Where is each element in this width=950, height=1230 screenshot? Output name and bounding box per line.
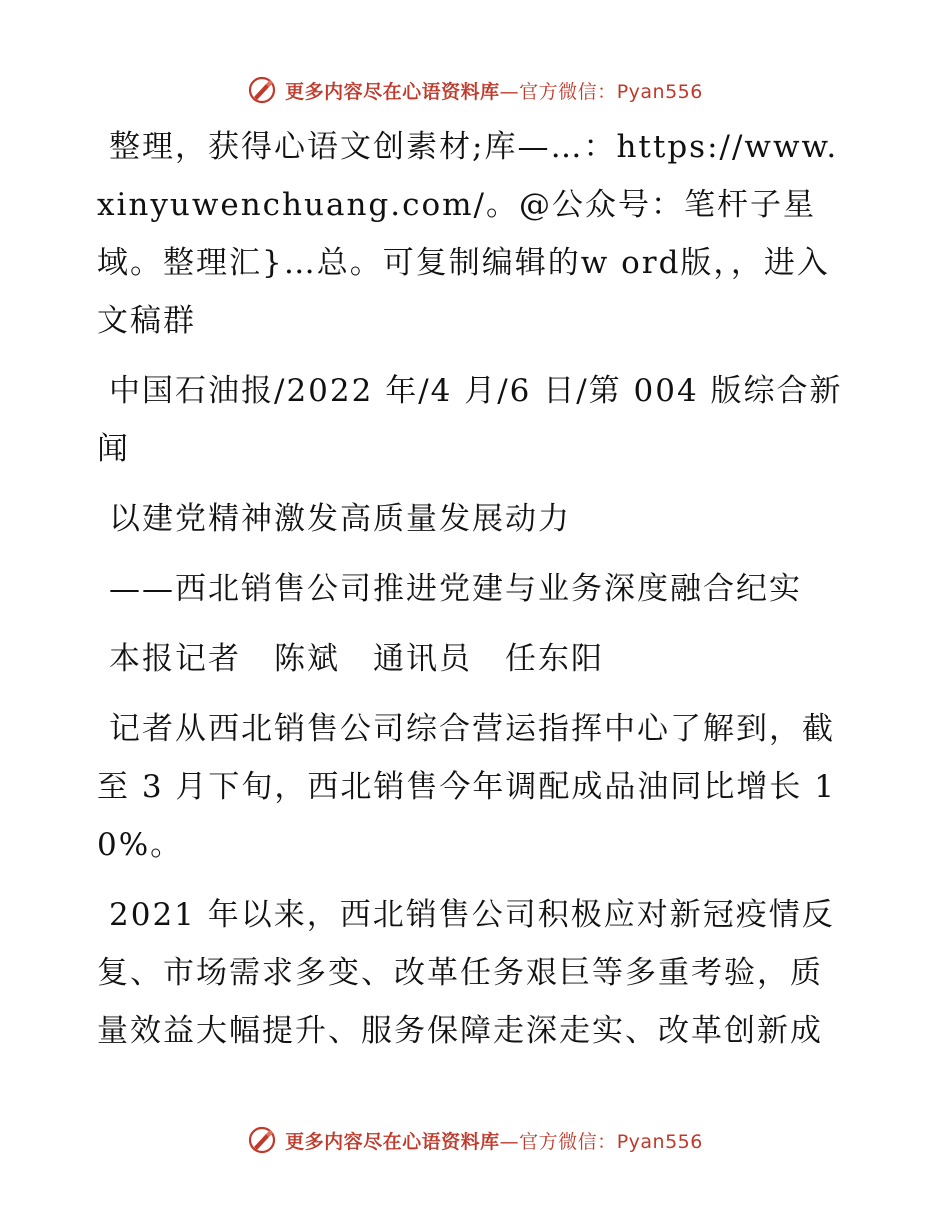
banner-separator: — bbox=[499, 80, 520, 103]
pen-logo-icon bbox=[247, 75, 277, 105]
article-title: 以建党精神激发高质量发展动力 bbox=[109, 501, 571, 537]
body-paragraph-2: 2021 年以来，西北销售公司积极应对新冠疫情反复、市场需求多变、改革任务艰巨等多重考验，质量效益大幅提升、服务保障走深走实、改革创新成 bbox=[97, 897, 835, 1049]
footer-watermark-banner bbox=[0, 1120, 950, 1160]
banner-text bbox=[285, 77, 703, 104]
article-subtitle: ——西北销售公司推进党建与业务深度融合纪实 bbox=[109, 571, 802, 607]
banner-wechat-id: Pyan556 bbox=[616, 80, 703, 103]
banner-main-text: 更多内容尽在心语资料库 bbox=[285, 80, 500, 103]
body-paragraph-1: 记者从西北销售公司综合营运指挥中心了解到，截至 3 月下旬，西北销售今年调配成品油同比增长 10%。 bbox=[97, 711, 837, 863]
banner-wechat-id: Pyan556 bbox=[616, 1130, 703, 1153]
intro-paragraph: 整理，获得心语文创素材;库—…：https://www.xinyuwenchuang.com/。@公众号：笔杆子星域。整理汇}…总。可复制编辑的w ord版，，进入文稿群 bbox=[97, 129, 839, 339]
banner-text bbox=[285, 1127, 703, 1154]
byline: 本报记者 陈斌 通讯员 任东阳 bbox=[109, 641, 604, 677]
header-watermark-banner bbox=[0, 70, 950, 110]
document-body bbox=[97, 118, 849, 1072]
banner-separator: — bbox=[499, 1130, 520, 1153]
banner-wechat-label: 官方微信： bbox=[519, 1130, 617, 1153]
pen-logo-icon bbox=[247, 1125, 277, 1155]
banner-wechat-label: 官方微信： bbox=[519, 80, 617, 103]
source-line: 中国石油报/2022 年/4 月/6 日/第 004 版综合新闻 bbox=[97, 373, 843, 467]
banner-main-text: 更多内容尽在心语资料库 bbox=[285, 1130, 500, 1153]
